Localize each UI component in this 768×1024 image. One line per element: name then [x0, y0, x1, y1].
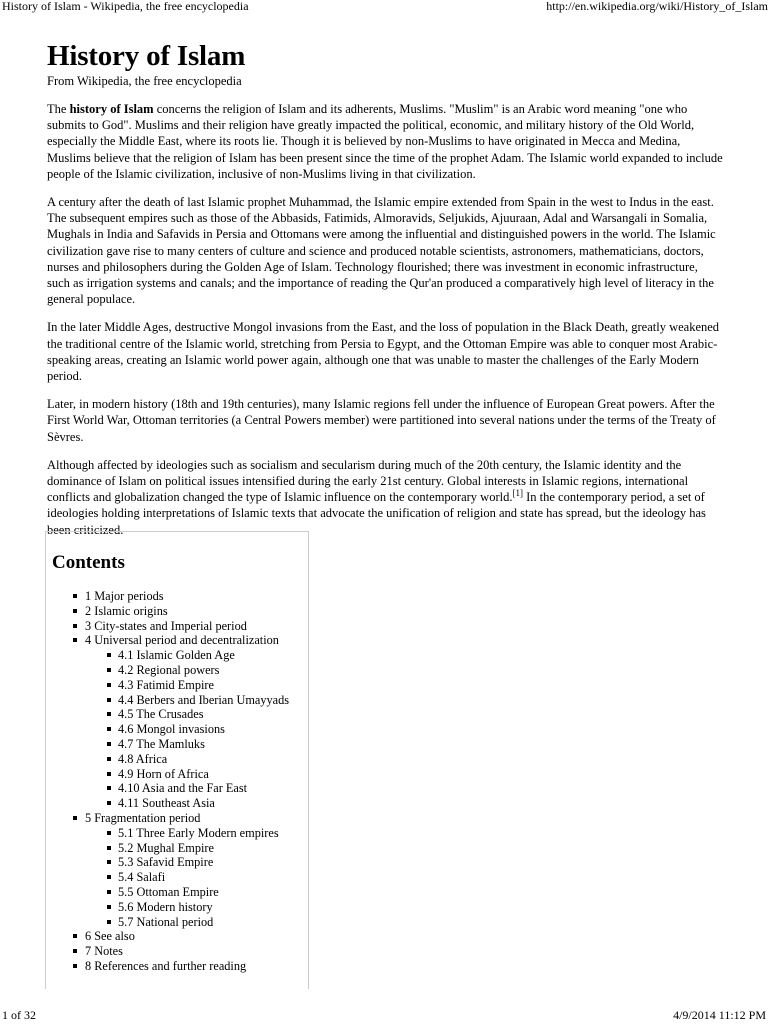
- toc-item-4-3[interactable]: 4.3 Fatimid Empire: [46, 678, 308, 693]
- intro-text-start: The: [47, 102, 70, 116]
- toc-title: Contents: [52, 552, 125, 573]
- toc-item-4[interactable]: 4 Universal period and decentralization: [46, 633, 308, 648]
- toc-item-5-1[interactable]: 5.1 Three Early Modern empires: [46, 826, 308, 841]
- bullet-icon: [73, 964, 77, 968]
- toc-item-4-5[interactable]: 4.5 The Crusades: [46, 707, 308, 722]
- toc-item-4-6[interactable]: 4.6 Mongol invasions: [46, 722, 308, 737]
- toc-item-4-8[interactable]: 4.8 Africa: [46, 752, 308, 767]
- toc-item-4-2[interactable]: 4.2 Regional powers: [46, 663, 308, 678]
- toc-item-5-5[interactable]: 5.5 Ottoman Empire: [46, 885, 308, 900]
- toc-item-4-10[interactable]: 4.10 Asia and the Far East: [46, 781, 308, 796]
- toc-item-5-2[interactable]: 5.2 Mughal Empire: [46, 841, 308, 856]
- bullet-icon: [107, 801, 111, 805]
- print-url[interactable]: http://en.wikipedia.org/wiki/History_of_Islam: [546, 0, 768, 13]
- print-header: [0, 0, 768, 16]
- page-title: History of Islam: [47, 40, 246, 72]
- table-of-contents: [45, 531, 309, 989]
- toc-item-2[interactable]: 2 Islamic origins: [46, 604, 308, 619]
- toc-item-3[interactable]: 3 City-states and Imperial period: [46, 619, 308, 634]
- bullet-icon: [107, 683, 111, 687]
- bullet-icon: [107, 712, 111, 716]
- bullet-icon: [73, 638, 77, 642]
- toc-item-1[interactable]: 1 Major periods: [46, 589, 308, 604]
- toc-item-5[interactable]: 5 Fragmentation period: [46, 811, 308, 826]
- intro-bold-term: history of Islam: [69, 102, 154, 116]
- bullet-icon: [107, 653, 111, 657]
- bullet-icon: [73, 624, 77, 628]
- toc-item-4-4[interactable]: 4.4 Berbers and Iberian Umayyads: [46, 693, 308, 708]
- bullet-icon: [73, 594, 77, 598]
- print-page-title: History of Islam - Wikipedia, the free encyclopedia: [2, 0, 249, 13]
- page-counter: 1 of 32: [2, 1008, 36, 1022]
- bullet-icon: [107, 846, 111, 850]
- toc-item-7[interactable]: 7 Notes: [46, 944, 308, 959]
- toc-item-4-7[interactable]: 4.7 The Mamluks: [46, 737, 308, 752]
- contemporary-text-start: Although affected by ideologies such as socialism and secularism during much of the 20th century, the Islamic identity and the dominance of Islam on political issues intensified during the early 21st century. Global interests in Islamic regions, international conflicts and globalization changed the type of Islamic influence on the contemporary world.: [47, 457, 689, 505]
- bullet-icon: [107, 698, 111, 702]
- paragraph-middle-ages: In the later Middle Ages, destructive Mongol invasions from the East, and the loss of population in the Black Death, greatly weakened the traditional centre of the Islamic world, stretching from Persia to Egypt, and the Ottoman Empire was able to conquer most Arabic-speaking areas, creating an Islamic world power again, although one that was unable to master the challenges of the Early Modern period.: [47, 320, 720, 384]
- bullet-icon: [73, 609, 77, 613]
- bullet-icon: [107, 831, 111, 835]
- bullet-icon: [73, 816, 77, 820]
- toc-item-5-3[interactable]: 5.3 Safavid Empire: [46, 855, 308, 870]
- reference-link[interactable]: [1]: [512, 488, 523, 499]
- paragraph-empires: A century after the death of last Islamic prophet Muhammad, the Islamic empire extended from Spain in the west to Indus in the east. The subsequent empires such as those of the Abbasids, Fatimids, Almoravids, Seljukids, Ajuuraan, Adal and Warsangali in Somalia, Mughals in India and Safavids in Persia and Ottomans were among the influential and distinguished powers in the world. The Islamic civilization gave rise to many centers of culture and science and produced notable scientists, astronomers, mathematicians, doctors, nurses and philosophers during the Golden Age of Islam. Technology flourished; there was investment in economic infrastructure, such as irrigation systems and canals; and the importance of reading the Qur'an produced a comparatively high level of literacy in the general populace.: [47, 195, 716, 307]
- bullet-icon: [107, 860, 111, 864]
- toc-item-5-4[interactable]: 5.4 Salafi: [46, 870, 308, 885]
- bullet-icon: [107, 668, 111, 672]
- intro-paragraph: [47, 101, 723, 182]
- contemporary-text-rest: In the contemporary period, a set of ideologies holding interpretations of Islamic texts that advocate the unification of religion and state has spread, but the ideology has been criticized.: [47, 490, 706, 537]
- bullet-icon: [107, 772, 111, 776]
- toc-item-4-11[interactable]: 4.11 Southeast Asia: [46, 796, 308, 811]
- article-body: [47, 40, 723, 550]
- bullet-icon: [107, 905, 111, 909]
- toc-item-5-7[interactable]: 5.7 National period: [46, 915, 308, 930]
- print-timestamp: 4/9/2014 11:12 PM: [673, 1008, 766, 1022]
- bullet-icon: [107, 757, 111, 761]
- bullet-icon: [107, 727, 111, 731]
- print-footer: [0, 1009, 768, 1024]
- site-tagline: From Wikipedia, the free encyclopedia: [47, 74, 242, 88]
- toc-item-4-9[interactable]: 4.9 Horn of Africa: [46, 767, 308, 782]
- toc-list: [46, 589, 308, 974]
- toc-item-6[interactable]: 6 See also: [46, 929, 308, 944]
- bullet-icon: [73, 949, 77, 953]
- bullet-icon: [107, 742, 111, 746]
- toc-item-5-6[interactable]: 5.6 Modern history: [46, 900, 308, 915]
- bullet-icon: [73, 934, 77, 938]
- bullet-icon: [107, 920, 111, 924]
- intro-text-rest: concerns the religion of Islam and its adherents, Muslims. "Muslim" is an Arabic word meaning "one who submits to God". Muslims and their religion have greatly impacted the political, economic, and military history of the Old World, especially the Middle East, where its roots lie. Though it is believed by non-Muslims to have originated in Mecca and Medina, Muslims believe that the religion of Islam has been present since the time of the prophet Adam. The Islamic world expanded to include people of the Islamic civilization, inclusive of non-Muslims living in that civilization.: [47, 102, 723, 181]
- bullet-icon: [107, 890, 111, 894]
- toc-item-4-1[interactable]: 4.1 Islamic Golden Age: [46, 648, 308, 663]
- paragraph-modern-history: Later, in modern history (18th and 19th centuries), many Islamic regions fell under the influence of European Great powers. After the First World War, Ottoman territories (a Central Powers member) were partitioned into several nations under the terms of the Treaty of Sèvres.: [47, 397, 716, 444]
- bullet-icon: [107, 786, 111, 790]
- paragraph-contemporary: [47, 457, 723, 538]
- toc-item-8[interactable]: 8 References and further reading: [46, 959, 308, 974]
- bullet-icon: [107, 875, 111, 879]
